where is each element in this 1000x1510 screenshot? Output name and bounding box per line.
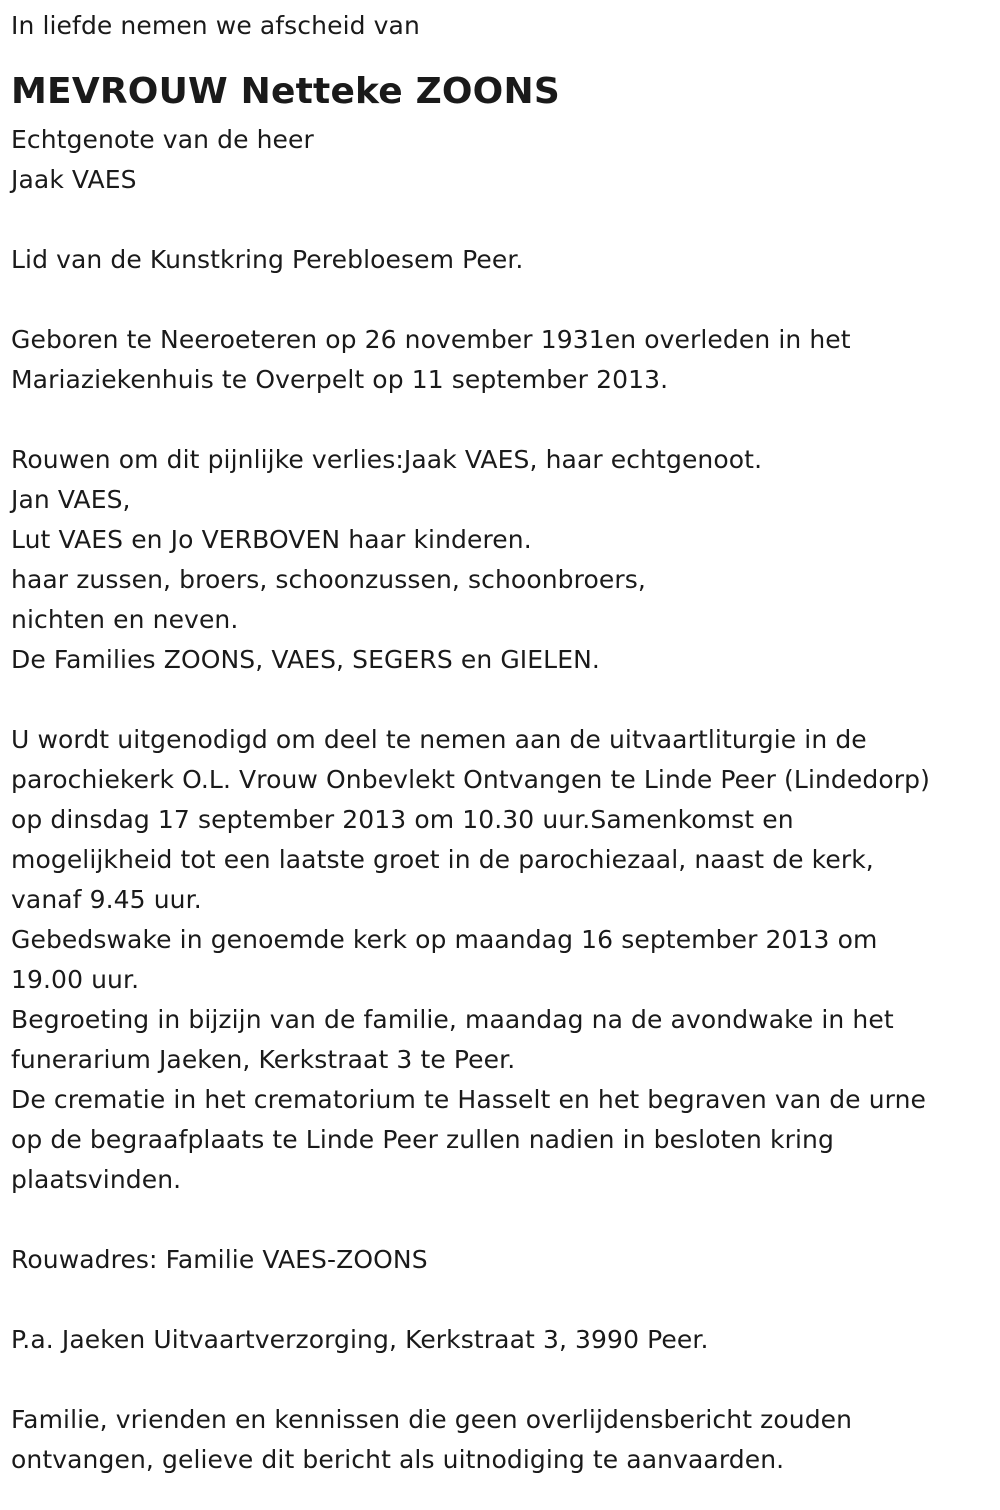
mourners-line: nichten en neven. (11, 605, 239, 634)
birth-death-line: Geboren te Neeroeteren op 26 november 1931en overleden in het (11, 325, 851, 354)
ceremony-line: mogelijkheid tot een laatste groet in de parochiezaal, naast de kerk, (11, 845, 874, 874)
membership-text: Lid van de Kunstkring Perebloesem Peer. (11, 245, 524, 274)
care-of-address: P.a. Jaeken Uitvaartverzorging, Kerkstraat 3, 3990 Peer. (11, 1325, 709, 1354)
ceremony-line: U wordt uitgenodigd om deel te nemen aan de uitvaartliturgie in de (11, 725, 867, 754)
mourners-line: Rouwen om dit pijnlijke verlies:Jaak VAES, haar echtgenoot. (11, 445, 763, 474)
birth-death-line: Mariaziekenhuis te Overpelt op 11 september 2013. (11, 365, 669, 394)
spacer (11, 1360, 996, 1400)
ceremony-line: Gebedswake in genoemde kerk op maandag 16 september 2013 om (11, 925, 878, 954)
mourners-line: Lut VAES en Jo VERBOVEN haar kinderen. (11, 525, 532, 554)
intro-text: In liefde nemen we afscheid van (11, 11, 420, 40)
mourners-line: Jan VAES, (11, 485, 131, 514)
deceased-name-heading: MEVROUW Netteke ZOONS (11, 71, 560, 112)
spacer (11, 400, 996, 440)
ceremony-line: Begroeting in bijzijn van de familie, maandag na de avondwake in het (11, 1005, 894, 1034)
ceremony-line: De crematie in het crematorium te Hasselt en het begraven van de urne (11, 1085, 927, 1114)
ceremony-line: 19.00 uur. (11, 965, 140, 994)
ceremony-line: vanaf 9.45 uur. (11, 885, 202, 914)
mourning-address: Rouwadres: Familie VAES-ZOONS (11, 1245, 428, 1274)
mourners-line: De Families ZOONS, VAES, SEGERS en GIELEN. (11, 645, 600, 674)
closing-line: ontvangen, gelieve dit bericht als uitnodiging te aanvaarden. (11, 1445, 785, 1474)
obituary-document (11, 6, 996, 1480)
spouse-line: Echtgenote van de heer (11, 125, 314, 154)
spacer (11, 280, 996, 320)
ceremony-line: plaatsvinden. (11, 1165, 182, 1194)
spacer (11, 680, 996, 720)
ceremony-line: parochiekerk O.L. Vrouw Onbevlekt Ontvangen te Linde Peer (Lindedorp) (11, 765, 930, 794)
spacer (11, 200, 996, 240)
spacer (11, 1280, 996, 1320)
closing-line: Familie, vrienden en kennissen die geen overlijdensbericht zouden (11, 1405, 853, 1434)
spacer (11, 1200, 996, 1240)
spouse-name-line: Jaak VAES (11, 165, 137, 194)
ceremony-line: op de begraafplaats te Linde Peer zullen nadien in besloten kring (11, 1125, 834, 1154)
ceremony-line: funerarium Jaeken, Kerkstraat 3 te Peer. (11, 1045, 516, 1074)
mourners-line: haar zussen, broers, schoonzussen, schoonbroers, (11, 565, 646, 594)
ceremony-line: op dinsdag 17 september 2013 om 10.30 uur.Samenkomst en (11, 805, 794, 834)
